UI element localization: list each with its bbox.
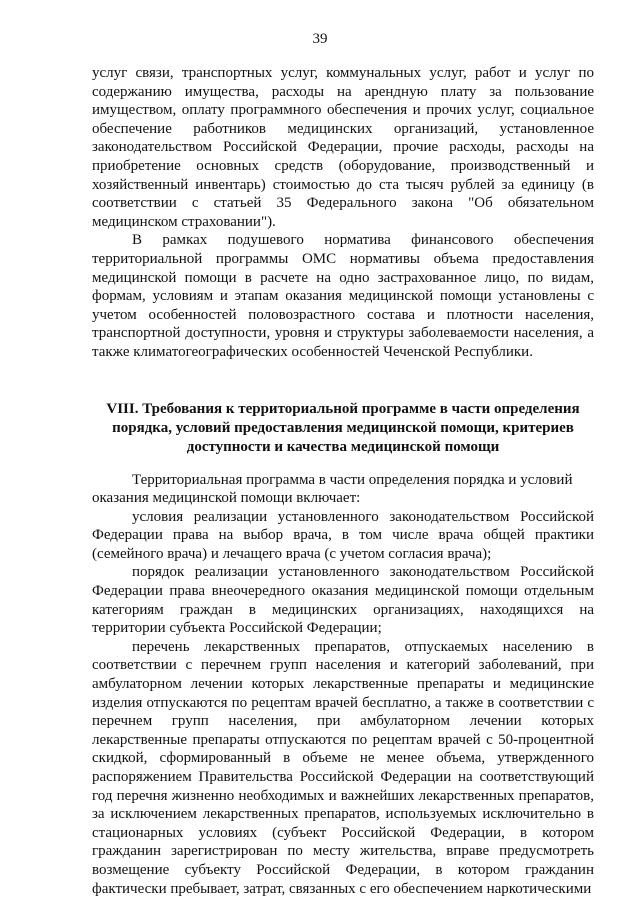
document-body: [92, 64, 594, 898]
page-number: 39: [312, 31, 328, 47]
list-item-drug-list: перечень лекарственных препаратов, отпускаемых населению в соответствии с перечнем групп населения и категорий заболеваний, при амбулаторном лечении которых лекарственные препараты и медицинские изделия отпускаются по рецептам врачей бесплатно, а также в соответствии с перечнем групп населения, при амбулаторном лечении которых лекарственные препараты отпускаются по рецептам врачей с 50-процентной скидкой, сформированный в объеме не менее объема, утвержденного распоряжением Правительства Российской Федерации на соответствующий год перечня жизненно необходимых и важнейших лекарственных препаратов, за исключением лекарственных препаратов, используемых исключительно в стационарных условиях (субъект Российской Федерации, в котором гражданин зарегистрирован по месту жительства, вправе предусмотреть возмещение субъекту Российской Федерации, в котором гражданин фактически пребывает, затрат, связанных с его обеспечением наркотическими: [92, 638, 594, 897]
paragraph-continuation: услуг связи, транспортных услуг, коммунальных услуг, работ и услуг по содержанию имущества, расходы на арендную плату за пользование имуществом, оплату программного обеспечения и прочих услуг, социальное обеспечение работников медицинских организаций, установленное законодательством Российской Федерации, прочие расходы, расходы на приобретение основных средств (оборудование, производственный и хозяйственный инвентарь) стоимостью до ста тысяч рублей за единицу (в соответствии с статьей 35 Федерального закона "Об обязательном медицинском страховании").: [92, 65, 594, 230]
paragraph-intro: Территориальная программа в части определения порядка и условий оказания медицинской помощи включает:: [92, 471, 573, 507]
section-heading: VIII. Требования к территориальной программе в части определения порядка, условий предоставления медицинской помощи, критериев доступности и качества медицинской помощи: [106, 400, 580, 455]
paragraph-per-capita-norm: В рамках подушевого норматива финансового обеспечения территориальной программы ОМС нормативы объема предоставления медицинской помощи в расчете на одно застрахованное лицо, по видам, формам, условиям и этапам оказания медицинской помощи установлены с учетом особенностей половозрастного состава и плотности населения, транспортной доступности, уровня и структуры заболеваемости населения, а также климатогеографических особенностей Чеченской Республики.: [92, 232, 594, 360]
list-item-doctor-choice: условия реализации установленного законодательством Российской Федерации права на выбор врача, в том числе врача общей практики (семейного врача) и лечащего врача (с учетом согласия врача);: [92, 508, 594, 562]
list-item-priority-care: порядок реализации установленного законодательством Российской Федерации права внеочередного оказания медицинской помощи отдельным категориям граждан в медицинских организациях, находящихся на территории субъекта Российской Федерации;: [92, 564, 594, 637]
